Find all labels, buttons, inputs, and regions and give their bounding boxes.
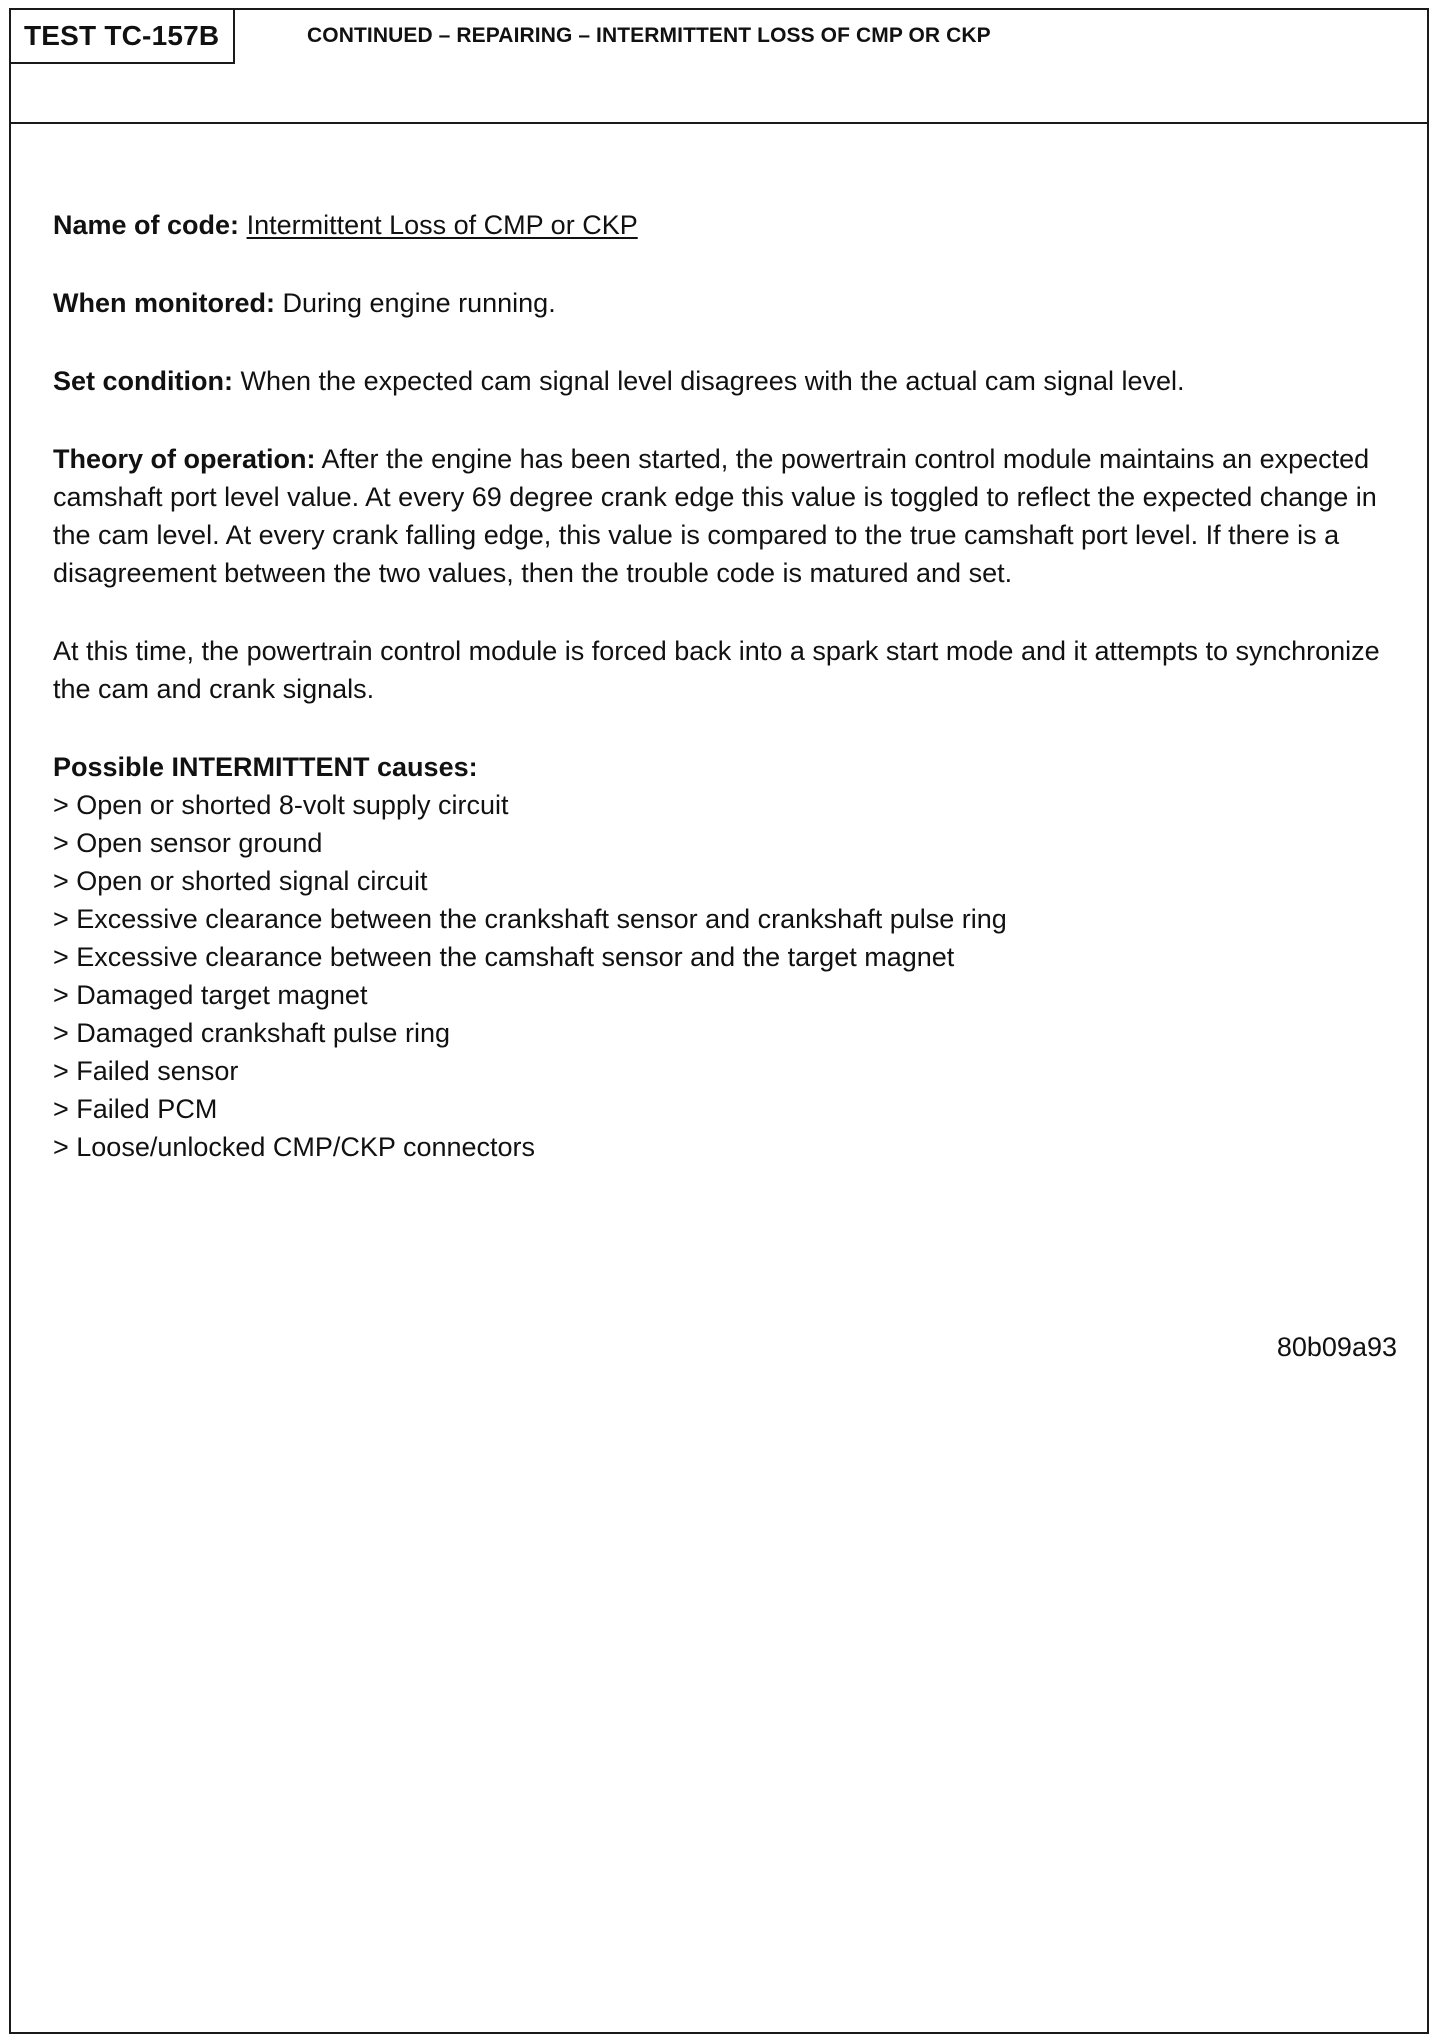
test-title: CONTINUED – REPAIRING – INTERMITTENT LOSS OF CMP OR CKP xyxy=(307,24,991,47)
list-item: > Failed PCM xyxy=(53,1094,218,1124)
content xyxy=(53,206,1399,1166)
set-condition-label: Set condition: xyxy=(53,366,233,396)
list-item: > Damaged crankshaft pulse ring xyxy=(53,1018,450,1048)
list-item: > Open or shorted signal circuit xyxy=(53,866,428,896)
page-frame xyxy=(9,8,1429,2034)
causes-title: Possible INTERMITTENT causes: xyxy=(53,752,478,782)
header xyxy=(11,10,1427,124)
test-id-box: TEST TC-157B xyxy=(11,10,235,64)
list-item: > Open sensor ground xyxy=(53,828,323,858)
when-monitored-value: During engine running. xyxy=(282,288,556,318)
theory-of-operation xyxy=(53,440,1399,592)
theory-of-operation-value: After the engine has been started, the powertrain control module maintains an expected camshaft port level value. At every 69 degree crank edge this value is toggled to reflect the expected change in the cam level. At every crank falling edge, this value is compared to the true camshaft port level. If there is a disagreement between the two values, then the trouble code is matured and set. xyxy=(53,444,1377,588)
list-item: > Excessive clearance between the camshaft sensor and the target magnet xyxy=(53,942,955,972)
list-item: > Open or shorted 8-volt supply circuit xyxy=(53,790,509,820)
list-item: > Damaged target magnet xyxy=(53,980,368,1010)
when-monitored-label: When monitored: xyxy=(53,288,275,318)
set-condition xyxy=(53,362,1399,400)
list-item: > Loose/unlocked CMP/CKP connectors xyxy=(53,1132,536,1162)
list-item: > Excessive clearance between the crankshaft sensor and crankshaft pulse ring xyxy=(53,904,1007,934)
name-of-code-label: Name of code: xyxy=(53,210,240,240)
set-condition-value: When the expected cam signal level disagrees with the actual cam signal level. xyxy=(240,366,1185,396)
followup-paragraph: At this time, the powertrain control module is forced back into a spark start mode and it attempts to synchronize the cam and crank signals. xyxy=(53,636,1380,704)
name-of-code-value: Intermittent Loss of CMP or CKP xyxy=(246,210,638,240)
when-monitored xyxy=(53,284,1399,322)
causes-list xyxy=(53,786,1399,1166)
list-item: > Failed sensor xyxy=(53,1056,239,1086)
image-reference-code: 80b09a93 xyxy=(1276,1332,1397,1362)
theory-of-operation-label: Theory of operation: xyxy=(53,444,316,474)
name-of-code xyxy=(53,206,1399,244)
